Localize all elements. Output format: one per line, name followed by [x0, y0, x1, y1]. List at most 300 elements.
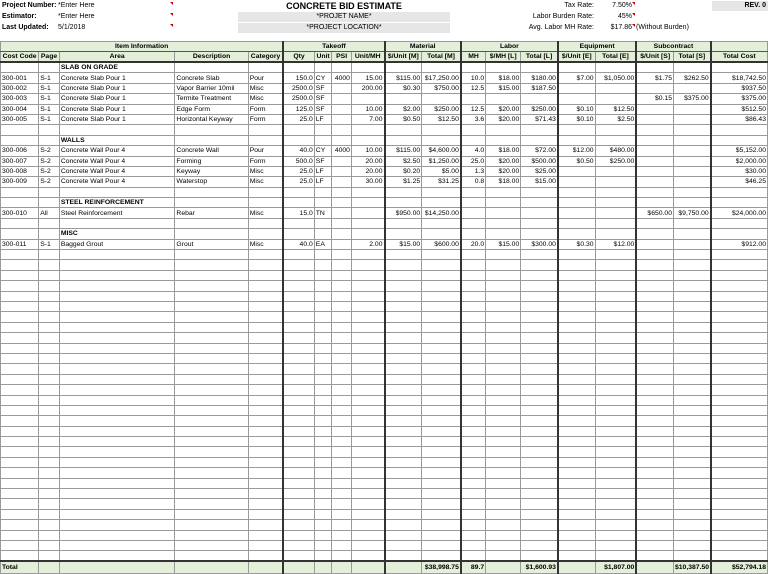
table-cell[interactable]: Form: [248, 156, 283, 166]
table-cell[interactable]: [486, 353, 521, 363]
table-cell[interactable]: SF: [314, 156, 332, 166]
table-cell[interactable]: [422, 478, 461, 488]
table-cell[interactable]: [1, 291, 39, 301]
table-cell[interactable]: [595, 385, 636, 395]
table-cell[interactable]: [385, 385, 422, 395]
table-cell[interactable]: [711, 229, 768, 239]
column-header[interactable]: Total [E]: [595, 52, 636, 63]
table-cell[interactable]: S-1: [39, 239, 60, 249]
table-cell[interactable]: $0.10: [558, 114, 595, 124]
table-cell[interactable]: [385, 509, 422, 519]
table-cell[interactable]: [636, 177, 673, 187]
table-cell[interactable]: [175, 426, 248, 436]
table-cell[interactable]: [521, 135, 558, 145]
table-cell[interactable]: [351, 478, 384, 488]
table-cell[interactable]: [283, 187, 314, 197]
table-cell[interactable]: [351, 530, 384, 540]
table-cell[interactable]: [422, 540, 461, 550]
table-cell[interactable]: [283, 250, 314, 260]
table-cell[interactable]: [486, 229, 521, 239]
column-header[interactable]: $/Unit [S]: [636, 52, 673, 63]
table-cell[interactable]: [248, 198, 283, 208]
table-cell[interactable]: [39, 322, 60, 332]
table-cell[interactable]: [314, 322, 332, 332]
table-cell[interactable]: [422, 94, 461, 104]
table-cell[interactable]: [332, 135, 352, 145]
table-cell[interactable]: [595, 540, 636, 550]
table-cell[interactable]: 20.0: [461, 239, 486, 249]
table-cell[interactable]: [558, 291, 595, 301]
table-cell[interactable]: [39, 343, 60, 353]
table-cell[interactable]: [39, 333, 60, 343]
table-cell[interactable]: 10.00: [351, 146, 384, 156]
table-cell[interactable]: [175, 281, 248, 291]
table-cell[interactable]: $0.50: [385, 114, 422, 124]
table-cell[interactable]: [283, 353, 314, 363]
table-cell[interactable]: [711, 312, 768, 322]
table-cell[interactable]: [711, 364, 768, 374]
table-cell[interactable]: $480.00: [595, 146, 636, 156]
table-cell[interactable]: [711, 478, 768, 488]
table-cell[interactable]: $31.25: [422, 177, 461, 187]
table-cell[interactable]: [711, 250, 768, 260]
table-cell[interactable]: [711, 530, 768, 540]
table-cell[interactable]: [1, 530, 39, 540]
table-cell[interactable]: [248, 426, 283, 436]
table-cell[interactable]: [385, 478, 422, 488]
table-cell[interactable]: [461, 312, 486, 322]
table-cell[interactable]: [558, 437, 595, 447]
table-cell[interactable]: [711, 416, 768, 426]
column-header[interactable]: $/Unit [E]: [558, 52, 595, 63]
table-cell[interactable]: [422, 291, 461, 301]
table-cell[interactable]: [314, 218, 332, 228]
column-header[interactable]: Qty: [283, 52, 314, 63]
table-cell[interactable]: [332, 322, 352, 332]
table-cell[interactable]: [1, 281, 39, 291]
table-cell[interactable]: [1, 437, 39, 447]
table-cell[interactable]: [283, 426, 314, 436]
table-cell[interactable]: [175, 62, 248, 73]
table-cell[interactable]: [486, 62, 521, 73]
table-cell[interactable]: [521, 468, 558, 478]
table-cell[interactable]: [422, 416, 461, 426]
table-cell[interactable]: [351, 447, 384, 457]
table-cell[interactable]: [558, 353, 595, 363]
table-cell[interactable]: [486, 426, 521, 436]
table-cell[interactable]: [1, 395, 39, 405]
table-cell[interactable]: [39, 561, 60, 573]
table-cell[interactable]: [248, 135, 283, 145]
table-cell[interactable]: [636, 353, 673, 363]
table-cell[interactable]: [558, 499, 595, 509]
table-cell[interactable]: [521, 426, 558, 436]
table-cell[interactable]: [636, 530, 673, 540]
table-cell[interactable]: $650.00: [636, 208, 673, 218]
table-cell[interactable]: [461, 530, 486, 540]
table-cell[interactable]: Forming: [175, 156, 248, 166]
table-cell[interactable]: [521, 499, 558, 509]
table-cell[interactable]: Concrete Slab Pour 1: [59, 94, 175, 104]
table-cell[interactable]: $18,742.50: [711, 73, 768, 83]
table-cell[interactable]: [674, 426, 711, 436]
table-cell[interactable]: [674, 270, 711, 280]
table-cell[interactable]: [59, 457, 175, 467]
table-cell[interactable]: SLAB ON GRADE: [59, 62, 175, 73]
table-cell[interactable]: [674, 468, 711, 478]
table-cell[interactable]: [558, 208, 595, 218]
table-cell[interactable]: [351, 208, 384, 218]
table-cell[interactable]: [1, 489, 39, 499]
table-cell[interactable]: [351, 405, 384, 415]
table-cell[interactable]: [283, 478, 314, 488]
table-cell[interactable]: [39, 353, 60, 363]
table-cell[interactable]: [351, 312, 384, 322]
table-cell[interactable]: [636, 395, 673, 405]
table-cell[interactable]: [486, 530, 521, 540]
table-cell[interactable]: $1,600.93: [521, 561, 558, 573]
table-cell[interactable]: [59, 499, 175, 509]
table-cell[interactable]: [314, 281, 332, 291]
table-cell[interactable]: [39, 447, 60, 457]
table-cell[interactable]: [248, 281, 283, 291]
table-cell[interactable]: [332, 260, 352, 270]
table-cell[interactable]: Misc: [248, 166, 283, 176]
table-cell[interactable]: [283, 489, 314, 499]
table-cell[interactable]: [175, 509, 248, 519]
table-cell[interactable]: [595, 94, 636, 104]
table-cell[interactable]: [422, 520, 461, 530]
table-cell[interactable]: [39, 530, 60, 540]
table-cell[interactable]: [39, 468, 60, 478]
table-cell[interactable]: [332, 250, 352, 260]
table-cell[interactable]: [711, 301, 768, 311]
table-cell[interactable]: [351, 561, 384, 573]
table-cell[interactable]: [314, 291, 332, 301]
table-cell[interactable]: [521, 198, 558, 208]
column-header[interactable]: Area: [59, 52, 175, 63]
table-cell[interactable]: Bagged Grout: [59, 239, 175, 249]
table-cell[interactable]: Form: [248, 104, 283, 114]
table-cell[interactable]: [248, 322, 283, 332]
table-cell[interactable]: [1, 312, 39, 322]
table-cell[interactable]: [595, 250, 636, 260]
table-cell[interactable]: [595, 291, 636, 301]
table-cell[interactable]: [521, 260, 558, 270]
table-cell[interactable]: [486, 374, 521, 384]
table-cell[interactable]: [461, 416, 486, 426]
table-cell[interactable]: [558, 489, 595, 499]
table-cell[interactable]: [175, 374, 248, 384]
table-cell[interactable]: [385, 198, 422, 208]
column-header[interactable]: PSI: [332, 52, 352, 63]
table-cell[interactable]: [175, 301, 248, 311]
table-cell[interactable]: [558, 385, 595, 395]
table-cell[interactable]: [711, 520, 768, 530]
table-cell[interactable]: [595, 426, 636, 436]
table-cell[interactable]: [314, 540, 332, 550]
table-cell[interactable]: [351, 260, 384, 270]
table-cell[interactable]: [461, 426, 486, 436]
table-cell[interactable]: [385, 551, 422, 561]
table-cell[interactable]: $9,750.00: [674, 208, 711, 218]
table-cell[interactable]: [332, 353, 352, 363]
table-cell[interactable]: [175, 218, 248, 228]
table-cell[interactable]: [558, 83, 595, 93]
table-cell[interactable]: 25.0: [283, 177, 314, 187]
table-cell[interactable]: [283, 374, 314, 384]
table-cell[interactable]: [595, 353, 636, 363]
table-cell[interactable]: [332, 333, 352, 343]
table-cell[interactable]: [283, 561, 314, 573]
table-cell[interactable]: [175, 489, 248, 499]
table-cell[interactable]: [351, 281, 384, 291]
table-cell[interactable]: [461, 260, 486, 270]
table-cell[interactable]: [595, 520, 636, 530]
table-cell[interactable]: [521, 281, 558, 291]
table-cell[interactable]: [39, 405, 60, 415]
table-cell[interactable]: [521, 229, 558, 239]
table-cell[interactable]: [59, 405, 175, 415]
table-cell[interactable]: [314, 62, 332, 73]
table-cell[interactable]: [521, 478, 558, 488]
table-cell[interactable]: [332, 301, 352, 311]
table-cell[interactable]: [385, 374, 422, 384]
table-cell[interactable]: 300-001: [1, 73, 39, 83]
table-cell[interactable]: [486, 499, 521, 509]
table-cell[interactable]: [636, 156, 673, 166]
table-cell[interactable]: [521, 343, 558, 353]
table-cell[interactable]: [332, 83, 352, 93]
table-cell[interactable]: [558, 416, 595, 426]
table-cell[interactable]: Concrete Slab Pour 1: [59, 114, 175, 124]
table-cell[interactable]: [711, 489, 768, 499]
table-cell[interactable]: [385, 416, 422, 426]
table-cell[interactable]: [674, 405, 711, 415]
table-cell[interactable]: [283, 218, 314, 228]
table-cell[interactable]: [39, 250, 60, 260]
table-cell[interactable]: [486, 520, 521, 530]
table-cell[interactable]: [385, 281, 422, 291]
table-cell[interactable]: [461, 301, 486, 311]
table-cell[interactable]: [636, 374, 673, 384]
table-cell[interactable]: [422, 312, 461, 322]
table-cell[interactable]: [636, 281, 673, 291]
table-cell[interactable]: [351, 94, 384, 104]
table-cell[interactable]: [39, 520, 60, 530]
table-cell[interactable]: [351, 270, 384, 280]
table-cell[interactable]: [59, 468, 175, 478]
table-cell[interactable]: [1, 343, 39, 353]
table-cell[interactable]: [674, 353, 711, 363]
table-cell[interactable]: [385, 499, 422, 509]
table-cell[interactable]: [595, 343, 636, 353]
table-cell[interactable]: [283, 395, 314, 405]
table-cell[interactable]: [422, 343, 461, 353]
table-cell[interactable]: [636, 218, 673, 228]
table-cell[interactable]: [486, 457, 521, 467]
table-cell[interactable]: [486, 437, 521, 447]
table-cell[interactable]: [332, 198, 352, 208]
table-cell[interactable]: [283, 322, 314, 332]
table-cell[interactable]: [59, 343, 175, 353]
table-cell[interactable]: [314, 187, 332, 197]
table-cell[interactable]: [39, 312, 60, 322]
table-cell[interactable]: [332, 405, 352, 415]
column-header[interactable]: Total Cost: [711, 52, 768, 63]
table-cell[interactable]: $20.00: [486, 166, 521, 176]
table-cell[interactable]: Rebar: [175, 208, 248, 218]
column-header[interactable]: MH: [461, 52, 486, 63]
table-cell[interactable]: [351, 135, 384, 145]
table-cell[interactable]: [385, 447, 422, 457]
table-cell[interactable]: [521, 385, 558, 395]
tax-rate-input[interactable]: 7.50%: [596, 2, 632, 9]
table-cell[interactable]: [422, 250, 461, 260]
table-cell[interactable]: [314, 468, 332, 478]
table-cell[interactable]: Grout: [175, 239, 248, 249]
table-cell[interactable]: [283, 405, 314, 415]
table-cell[interactable]: [422, 509, 461, 519]
table-cell[interactable]: [351, 551, 384, 561]
table-cell[interactable]: [674, 322, 711, 332]
table-cell[interactable]: [314, 125, 332, 135]
table-cell[interactable]: [422, 229, 461, 239]
table-cell[interactable]: $2.50: [595, 114, 636, 124]
table-cell[interactable]: [595, 416, 636, 426]
table-cell[interactable]: 2.00: [351, 239, 384, 249]
table-cell[interactable]: $20.00: [486, 114, 521, 124]
table-cell[interactable]: S-1: [39, 104, 60, 114]
table-cell[interactable]: [175, 447, 248, 457]
table-cell[interactable]: [248, 353, 283, 363]
table-cell[interactable]: Misc: [248, 94, 283, 104]
table-cell[interactable]: [422, 135, 461, 145]
table-cell[interactable]: [521, 364, 558, 374]
table-cell[interactable]: [461, 489, 486, 499]
table-cell[interactable]: [674, 260, 711, 270]
table-cell[interactable]: [59, 218, 175, 228]
table-cell[interactable]: [486, 301, 521, 311]
table-cell[interactable]: [59, 270, 175, 280]
table-cell[interactable]: [521, 208, 558, 218]
table-cell[interactable]: [521, 322, 558, 332]
table-cell[interactable]: [595, 166, 636, 176]
table-cell[interactable]: [422, 468, 461, 478]
table-cell[interactable]: [385, 540, 422, 550]
table-cell[interactable]: [314, 270, 332, 280]
table-cell[interactable]: [332, 520, 352, 530]
table-cell[interactable]: [422, 333, 461, 343]
table-cell[interactable]: 1.3: [461, 166, 486, 176]
table-cell[interactable]: [385, 395, 422, 405]
table-cell[interactable]: [248, 385, 283, 395]
table-cell[interactable]: [636, 166, 673, 176]
table-cell[interactable]: 40.0: [283, 146, 314, 156]
table-cell[interactable]: [314, 520, 332, 530]
table-cell[interactable]: [59, 250, 175, 260]
table-cell[interactable]: [461, 187, 486, 197]
table-cell[interactable]: [461, 374, 486, 384]
table-cell[interactable]: [283, 364, 314, 374]
table-cell[interactable]: [283, 509, 314, 519]
table-cell[interactable]: [461, 478, 486, 488]
table-cell[interactable]: $24,000.00: [711, 208, 768, 218]
table-cell[interactable]: [558, 125, 595, 135]
table-cell[interactable]: [1, 301, 39, 311]
table-cell[interactable]: [486, 198, 521, 208]
table-cell[interactable]: [595, 364, 636, 374]
table-cell[interactable]: [711, 395, 768, 405]
table-cell[interactable]: $512.50: [711, 104, 768, 114]
table-cell[interactable]: [558, 343, 595, 353]
table-cell[interactable]: 300-008: [1, 166, 39, 176]
table-cell[interactable]: [461, 520, 486, 530]
table-cell[interactable]: $600.00: [422, 239, 461, 249]
table-cell[interactable]: [1, 250, 39, 260]
table-cell[interactable]: 200.00: [351, 83, 384, 93]
table-cell[interactable]: 4000: [332, 146, 352, 156]
table-cell[interactable]: [39, 416, 60, 426]
column-header[interactable]: Total [L]: [521, 52, 558, 63]
table-cell[interactable]: $38,998.75: [422, 561, 461, 573]
table-cell[interactable]: [422, 125, 461, 135]
table-cell[interactable]: [711, 447, 768, 457]
table-cell[interactable]: [711, 322, 768, 332]
table-cell[interactable]: [248, 561, 283, 573]
table-cell[interactable]: [595, 374, 636, 384]
table-cell[interactable]: $15.00: [486, 83, 521, 93]
table-cell[interactable]: [59, 291, 175, 301]
table-cell[interactable]: [674, 135, 711, 145]
table-cell[interactable]: [558, 229, 595, 239]
table-cell[interactable]: [711, 125, 768, 135]
table-cell[interactable]: [39, 260, 60, 270]
table-cell[interactable]: [674, 250, 711, 260]
table-cell[interactable]: [595, 395, 636, 405]
table-cell[interactable]: $750.00: [422, 83, 461, 93]
table-cell[interactable]: [175, 250, 248, 260]
table-cell[interactable]: [1, 478, 39, 488]
table-cell[interactable]: [351, 218, 384, 228]
table-cell[interactable]: [486, 260, 521, 270]
table-cell[interactable]: [39, 198, 60, 208]
table-cell[interactable]: $375.00: [711, 94, 768, 104]
table-cell[interactable]: [674, 374, 711, 384]
table-cell[interactable]: [283, 520, 314, 530]
table-cell[interactable]: [59, 301, 175, 311]
column-header[interactable]: $/Unit [M]: [385, 52, 422, 63]
table-cell[interactable]: [461, 270, 486, 280]
table-cell[interactable]: 300-011: [1, 239, 39, 249]
table-cell[interactable]: [59, 561, 175, 573]
table-cell[interactable]: [332, 218, 352, 228]
column-header[interactable]: Total [S]: [674, 52, 711, 63]
table-cell[interactable]: [461, 291, 486, 301]
table-cell[interactable]: [59, 416, 175, 426]
table-cell[interactable]: [314, 395, 332, 405]
table-cell[interactable]: [332, 395, 352, 405]
table-cell[interactable]: STEEL REINFORCEMENT: [59, 198, 175, 208]
table-cell[interactable]: [461, 405, 486, 415]
table-cell[interactable]: S-2: [39, 166, 60, 176]
table-cell[interactable]: Steel Reinforcement: [59, 208, 175, 218]
table-cell[interactable]: [351, 125, 384, 135]
table-cell[interactable]: [486, 540, 521, 550]
table-cell[interactable]: [422, 270, 461, 280]
table-cell[interactable]: [385, 457, 422, 467]
table-cell[interactable]: $5.00: [422, 166, 461, 176]
